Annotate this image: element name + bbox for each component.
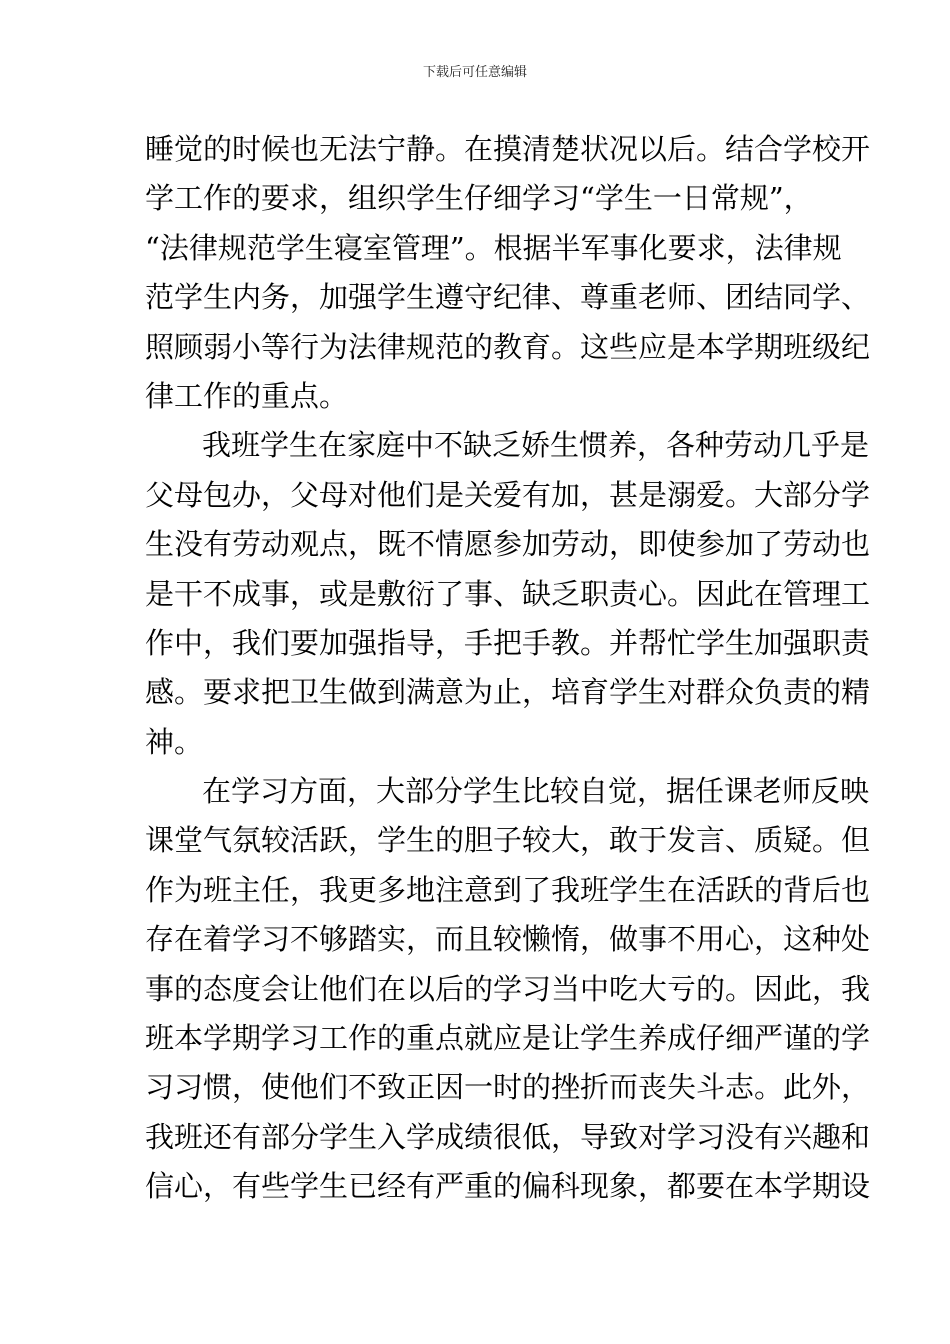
text-line: 课堂气氛较活跃，学生的胆子较大，敢于发言、质疑。但 <box>145 823 871 858</box>
text-line: 范学生内务，加强学生遵守纪律、尊重老师、团结同学、 <box>145 280 871 315</box>
paragraph-first-line: 在学习方面，大部分学生比较自觉，据任课老师反映 <box>202 774 870 809</box>
text-line: 感。要求把卫生做到满意为止，培育学生对群众负责的精 <box>145 675 871 710</box>
text-line: 学工作的要求，组织学生仔细学习“学生一日常规”， <box>145 181 813 216</box>
text-line: 存在着学习不够踏实，而且较懒惰，做事不用心，这种处 <box>145 922 871 957</box>
body-text <box>145 125 871 1212</box>
page-header: 下载后可任意编辑 <box>422 65 527 80</box>
text-line: 照顾弱小等行为法律规范的教育。这些应是本学期班级纪 <box>145 329 871 364</box>
text-line: 作为班主任，我更多地注意到了我班学生在活跃的背后也 <box>145 872 871 907</box>
text-line: 神。 <box>145 724 204 759</box>
text-line: 班本学期学习工作的重点就应是让学生养成仔细严谨的学 <box>145 1021 871 1056</box>
text-line: “法律规范学生寝室管理”。根据半军事化要求，法律规 <box>145 230 842 265</box>
text-line: 是干不成事，或是敷衍了事、缺乏职责心。因此在管理工 <box>145 576 871 611</box>
paragraph-first-line: 我班学生在家庭中不缺乏娇生惯养，各种劳动几乎是 <box>202 428 870 463</box>
text-line: 律工作的重点。 <box>145 378 349 413</box>
text-line: 生没有劳动观点，既不情愿参加劳动，即使参加了劳动也 <box>145 527 871 562</box>
text-line: 父母包办，父母对他们是关爱有加，甚是溺爱。大部分学 <box>145 477 871 512</box>
text-line: 作中，我们要加强指导，手把手教。并帮忙学生加强职责 <box>145 625 871 660</box>
text-line: 我班还有部分学生入学成绩很低，导致对学习没有兴趣和 <box>145 1119 871 1154</box>
text-line: 事的态度会让他们在以后的学习当中吃大亏的。因此，我 <box>145 971 871 1006</box>
text-line: 习习惯，使他们不致正因一时的挫折而丧失斗志。此外， <box>145 1070 871 1105</box>
text-line: 信心，有些学生已经有严重的偏科现象，都要在本学期设 <box>145 1169 871 1204</box>
text-line: 睡觉的时候也无法宁静。在摸清楚状况以后。结合学校开 <box>145 132 871 166</box>
